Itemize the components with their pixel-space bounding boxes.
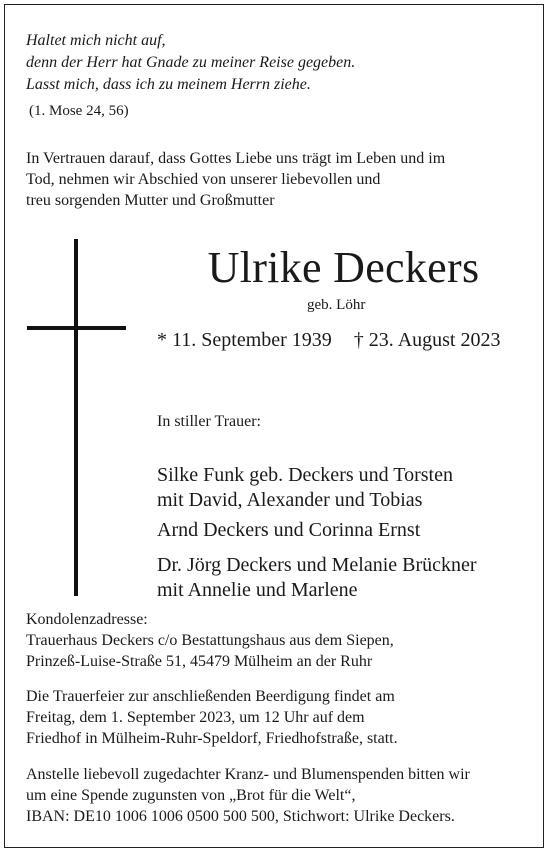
family-line: mit David, Alexander und Tobias	[157, 489, 423, 511]
funeral-line: Friedhof in Mülheim-Ruhr-Speldorf, Friedhofstraße, statt.	[26, 730, 398, 747]
funeral-info	[26, 686, 398, 749]
verse-line: denn der Herr hat Gnade zu meiner Reise gegeben.	[26, 54, 356, 71]
mourning-label: In stiller Trauer:	[157, 413, 261, 430]
condolence-line: Prinzeß-Luise-Straße 51, 45479 Mülheim an der Ruhr	[26, 653, 373, 670]
family-line: mit Annelie und Marlene	[157, 579, 358, 601]
intro-line: treu sorgenden Mutter und Großmutter	[26, 192, 275, 209]
cross-icon-bar	[27, 326, 126, 330]
condolence-line: Trauerhaus Deckers c/o Bestattungshaus aus dem Siepen,	[26, 632, 394, 649]
donation-line: Anstelle liebevoll zugedachter Kranz- und Blumenspenden bitten wir	[26, 766, 470, 783]
donation-line: um eine Spende zugunsten von „Brot für die Welt“,	[26, 787, 356, 804]
family-line: Dr. Jörg Deckers und Melanie Brückner	[157, 554, 477, 576]
deceased-name: Ulrike Deckers	[207, 243, 480, 292]
intro-text	[26, 148, 445, 211]
donation-line: IBAN: DE10 1006 1006 0500 500 500, Stichwort: Ulrike Deckers.	[26, 808, 455, 825]
family-group	[157, 553, 477, 603]
death-date: † 23. August 2023	[353, 329, 501, 351]
condolence-line: Kondolenzadresse:	[26, 611, 148, 628]
donation-info	[26, 764, 470, 827]
funeral-line: Die Trauerfeier zur anschließenden Beerdigung findet am	[26, 688, 395, 705]
intro-line: Tod, nehmen wir Abschied von unserer liebevollen und	[26, 171, 381, 188]
bible-verse	[26, 30, 355, 96]
family-line: Silke Funk geb. Deckers und Torsten	[157, 464, 453, 486]
intro-line: In Vertrauen darauf, dass Gottes Liebe uns trägt im Leben und im	[26, 150, 446, 167]
family-group	[157, 463, 453, 513]
verse-source: (1. Mose 24, 56)	[29, 103, 129, 119]
family-line: Arnd Deckers und Corinna Ernst	[157, 519, 421, 541]
verse-line: Haltet mich nicht auf,	[26, 32, 166, 49]
birth-date: * 11. September 1939	[157, 329, 332, 351]
life-dates	[157, 329, 500, 352]
condolence-address	[26, 609, 394, 672]
birth-name: geb. Löhr	[307, 297, 366, 313]
family-group	[157, 518, 420, 543]
verse-line: Lasst mich, dass ich zu meinem Herrn ziehe.	[26, 76, 311, 93]
funeral-line: Freitag, dem 1. September 2023, um 12 Uhr auf dem	[26, 709, 365, 726]
